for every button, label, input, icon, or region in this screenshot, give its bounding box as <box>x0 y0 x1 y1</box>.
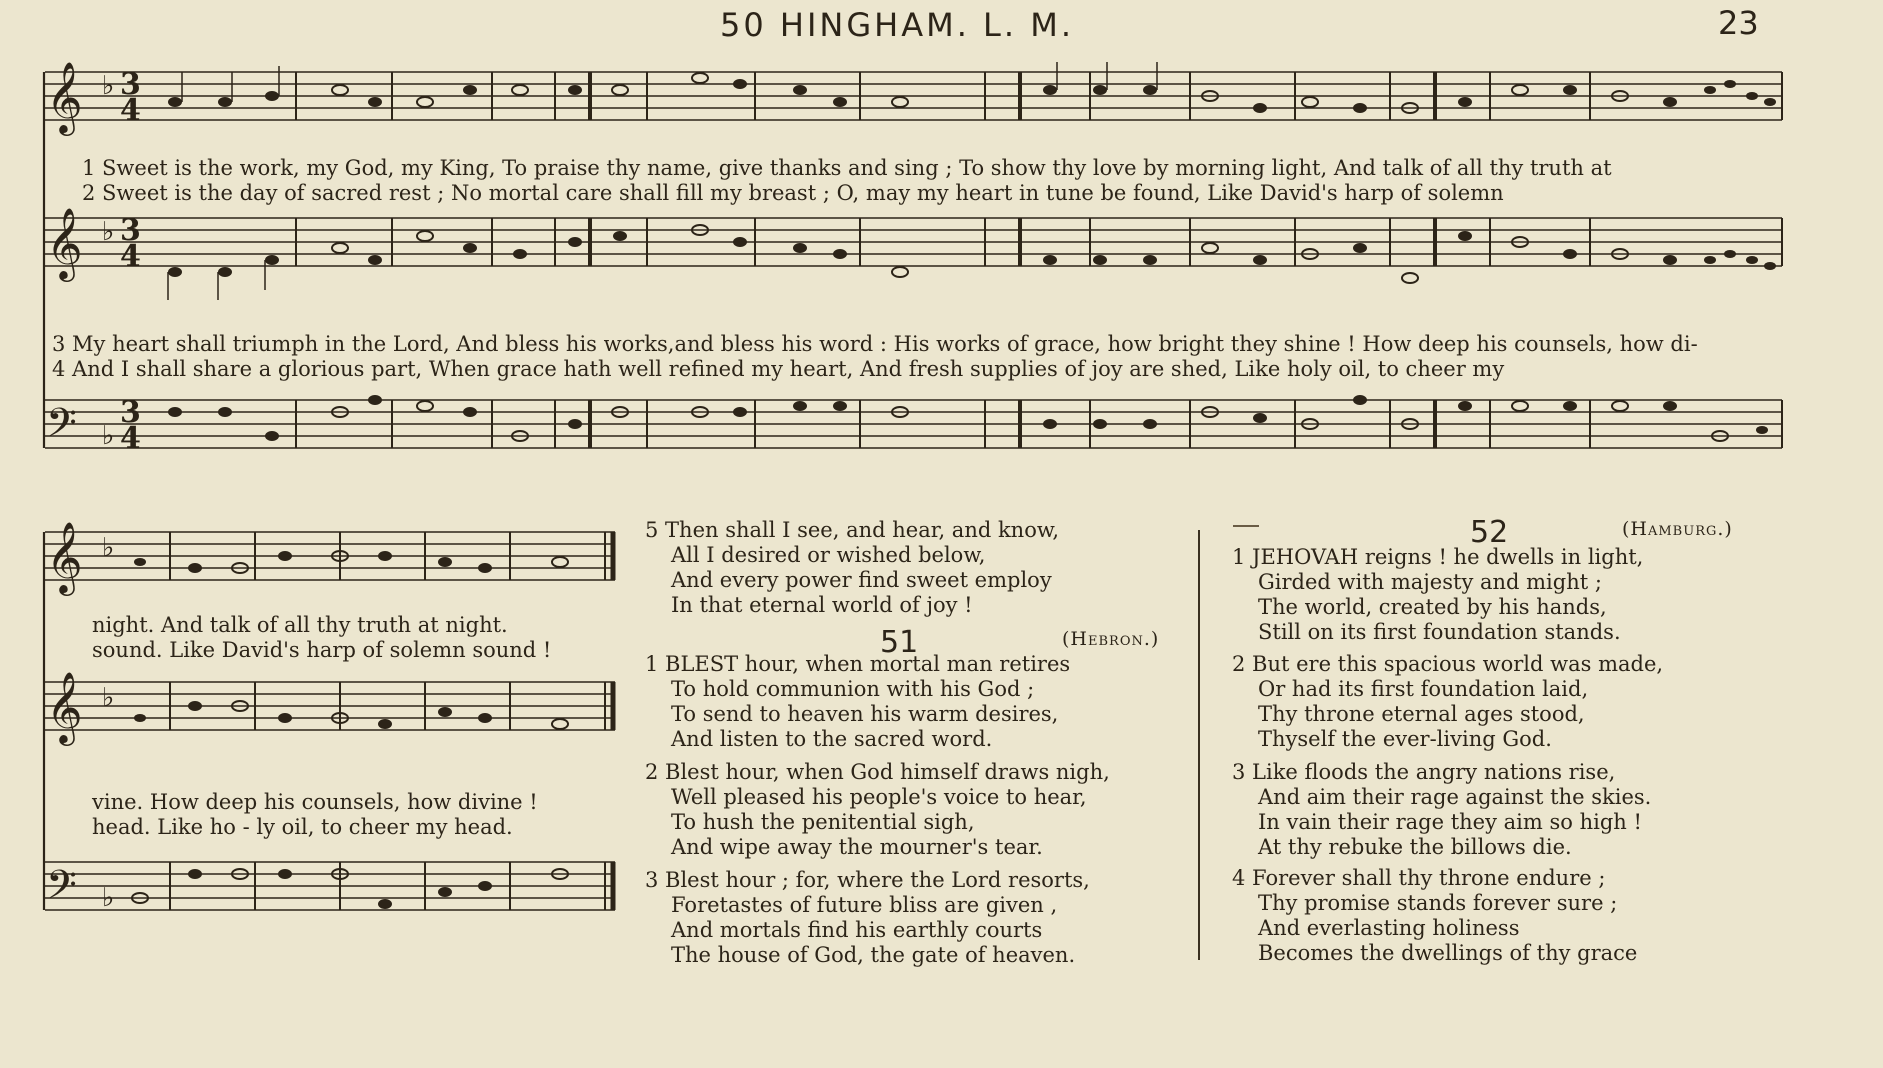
continuation-lyric-1: night. And talk of all thy truth at night. <box>92 613 508 637</box>
page-number: 23 <box>1718 4 1759 42</box>
flat-sign-icon: ♭ <box>102 217 115 247</box>
verse-line: 1 BLEST hour, when mortal man retires <box>645 652 1071 676</box>
verse-line: Thyself the ever-living God. <box>1258 727 1552 751</box>
verse-line: At thy rebuke the billows die. <box>1258 835 1572 859</box>
hymn52-verse-1 <box>1232 545 1643 645</box>
verse-line: Thy throne eternal ages stood, <box>1258 702 1585 726</box>
verse-line: And listen to the sacred word. <box>671 727 993 751</box>
verse-line: 4 Forever shall thy throne endure ; <box>1232 866 1606 890</box>
hymn51-tune: (Hebron.) <box>1062 628 1160 650</box>
hymn52-number: 52 <box>1470 515 1509 550</box>
hymn52-tune: (Hamburg.) <box>1622 518 1733 540</box>
time-signature-top: 3 <box>120 395 141 430</box>
hymn51-verse-1 <box>645 652 1070 752</box>
bass-clef-icon: 𝄢 <box>46 400 77 456</box>
treble-clef-icon: 𝄞 <box>46 670 83 743</box>
verse-line: To hush the penitential sigh, <box>671 810 975 834</box>
treble-clef-icon: 𝄞 <box>46 206 83 279</box>
lyric-verse-3: 3 My heart shall triumph in the Lord, And bless his works,and bless his word : His works of grace, how bright they shine ! How deep his counsels, how di- <box>52 332 1698 356</box>
hymn-title: 50 HINGHAM. L. M. <box>720 6 1074 44</box>
continuation-lyric-2: sound. Like David's harp of solemn sound ! <box>92 638 552 662</box>
verse-line: Girded with majesty and might ; <box>1258 570 1602 594</box>
verse-line: To hold communion with his God ; <box>671 677 1035 701</box>
column-divider <box>1198 530 1200 960</box>
verse-line: Still on its first foundation stands. <box>1258 620 1621 644</box>
time-signature-bottom: 4 <box>120 239 141 274</box>
verse-line: And everlasting holiness <box>1258 916 1520 940</box>
verse-line: All I desired or wished below, <box>671 543 986 567</box>
verse-line: Well pleased his people's voice to hear, <box>671 785 1087 809</box>
verse-line: And every power find sweet employ <box>671 568 1052 592</box>
verse-line: And wipe away the mourner's tear. <box>671 835 1043 859</box>
continuation-lyric-4: head. Like ho - ly oil, to cheer my head. <box>92 815 513 839</box>
time-signature-top: 3 <box>120 213 141 248</box>
lyric-verse-1: 1 Sweet is the work, my God, my King, To praise thy name, give thanks and sing ; To show thy love by morning light, And talk of all thy truth at <box>82 156 1612 180</box>
hymn52-verse-2 <box>1232 652 1663 752</box>
lyric-verse-2: 2 Sweet is the day of sacred rest ; No mortal care shall fill my breast ; O, may my heart in tune be found, Like David's harp of solemn <box>82 181 1504 205</box>
flat-sign-icon: ♭ <box>102 683 115 713</box>
decorative-dash <box>1233 525 1259 527</box>
treble-clef-icon: 𝄞 <box>46 60 83 133</box>
music-staff-system-top <box>40 60 1785 470</box>
flat-sign-icon: ♭ <box>102 421 115 451</box>
verse-line: Or had its first foundation laid, <box>1258 677 1589 701</box>
time-signature-bottom: 4 <box>120 421 141 456</box>
verse-line: 5 Then shall I see, and hear, and know, <box>645 518 1060 542</box>
bass-clef-icon: 𝄢 <box>46 862 77 918</box>
hymn50-verse-5 <box>645 518 1059 618</box>
hymn51-number: 51 <box>880 625 919 660</box>
verse-line: 2 But ere this spacious world was made, <box>1232 652 1664 676</box>
verse-line: 3 Like floods the angry nations rise, <box>1232 760 1616 784</box>
verse-line: And mortals find his earthly courts <box>671 918 1043 942</box>
verse-line: 1 JEHOVAH reigns ! he dwells in light, <box>1232 545 1644 569</box>
verse-line: 3 Blest hour ; for, where the Lord resorts, <box>645 868 1090 892</box>
verse-line: 2 Blest hour, when God himself draws nigh, <box>645 760 1110 784</box>
verse-line: In vain their rage they aim so high ! <box>1258 810 1642 834</box>
flat-sign-icon: ♭ <box>102 533 115 563</box>
music-staff-system-continuation <box>40 520 620 935</box>
time-signature-top: 3 <box>120 67 141 102</box>
hymn51-verse-3 <box>645 868 1090 968</box>
hymn52-verse-4 <box>1232 866 1637 966</box>
verse-line: Foretastes of future bliss are given , <box>671 893 1058 917</box>
time-signature-bottom: 4 <box>120 93 141 128</box>
continuation-lyric-3: vine. How deep his counsels, how divine ! <box>92 790 538 814</box>
flat-sign-icon: ♭ <box>102 883 115 913</box>
flat-sign-icon: ♭ <box>102 71 115 101</box>
verse-line: And aim their rage against the skies. <box>1258 785 1652 809</box>
hymn51-verse-2 <box>645 760 1110 860</box>
verse-line: The world, created by his hands, <box>1258 595 1607 619</box>
verse-line: Becomes the dwellings of thy grace <box>1258 941 1638 965</box>
verse-line: Thy promise stands forever sure ; <box>1258 891 1618 915</box>
lyric-verse-4: 4 And I shall share a glorious part, When grace hath well refined my heart, And fresh supplies of joy are shed, Like holy oil, to cheer my <box>52 357 1505 381</box>
verse-line: To send to heaven his warm desires, <box>671 702 1059 726</box>
verse-line: The house of God, the gate of heaven. <box>671 943 1076 967</box>
verse-line: In that eternal world of joy ! <box>671 593 973 617</box>
treble-clef-icon: 𝄞 <box>46 520 83 593</box>
hymn52-verse-3 <box>1232 760 1651 860</box>
